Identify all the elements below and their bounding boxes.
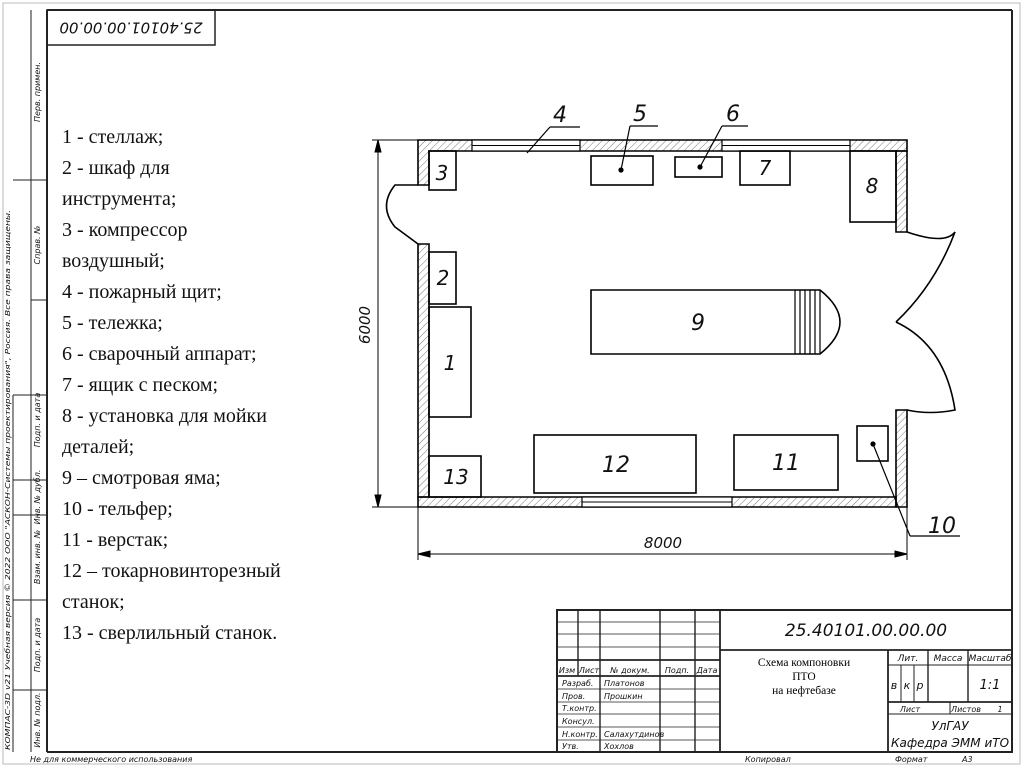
copyright-text: КОМПАС-3D v21 Учебная версия © 2022 ООО "АСКОН-Системы проектирования", Россия. Все права защищены. xyxy=(4,335,12,750)
tb-lit-r: р xyxy=(916,679,924,692)
tb-role-konsul: Консул. xyxy=(562,717,595,726)
door-left xyxy=(387,185,419,244)
tb-org-line1: УлГАУ xyxy=(931,719,969,733)
label-item-13: 13 xyxy=(443,465,469,489)
tb-header-podp: Подп. xyxy=(664,666,690,675)
item-9-pit-steps xyxy=(795,290,820,354)
legend-line: 7 - ящик с песком; xyxy=(62,374,219,396)
tb-lit-k: к xyxy=(903,679,911,692)
copied-label: Копировал xyxy=(745,755,791,764)
tb-header-list: Лист xyxy=(578,666,600,675)
label-item-5: 5 xyxy=(633,102,647,127)
dimension-width-value: 8000 xyxy=(643,534,683,552)
label-item-3: 3 xyxy=(435,161,449,185)
title-description-line: на нефтебазе xyxy=(772,685,836,697)
label-item-6: 6 xyxy=(726,102,740,127)
tb-header-izm: Изм xyxy=(558,666,576,675)
tb-role-razrab: Разраб. xyxy=(562,679,594,688)
legend-line: инструмента; xyxy=(62,188,177,210)
legend-line: 5 - тележка; xyxy=(62,312,163,334)
title-description-line: Схема компоновки xyxy=(757,657,851,669)
side-label-vzam: Взам. инв. № xyxy=(33,529,42,585)
legend-line: 10 - тельфер; xyxy=(62,498,173,520)
label-item-10: 10 xyxy=(928,514,956,539)
tb-lit-label: Лит. xyxy=(897,654,919,664)
legend-line: 2 - шкаф для xyxy=(62,157,170,179)
leader-lines xyxy=(527,126,960,536)
tb-sheet-label: Лист xyxy=(899,705,921,714)
tb-name-razrab: Платонов xyxy=(604,679,645,688)
gate-right-upper xyxy=(896,232,955,322)
dimension-height xyxy=(372,140,418,507)
tb-mass-label: Масса xyxy=(933,654,963,664)
label-item-2: 2 xyxy=(436,266,450,290)
format-label: Формат xyxy=(895,755,928,764)
plan-walls xyxy=(418,140,907,507)
tb-scale-value: 1:1 xyxy=(979,678,1001,693)
format-value: А3 xyxy=(962,755,973,764)
tb-scale-label: Масштаб xyxy=(968,654,1012,664)
legend-line: 4 - пожарный щит; xyxy=(62,281,222,303)
legend-line: 6 - сварочный аппарат; xyxy=(62,343,257,365)
label-item-9: 9 xyxy=(691,311,705,336)
side-label-inv-dubl: Инв. № дубл. xyxy=(33,469,42,525)
tb-role-prov: Пров. xyxy=(562,692,586,701)
label-item-4: 4 xyxy=(553,103,567,128)
legend-line: 13 - сверлильный станок. xyxy=(62,622,278,644)
label-item-12: 12 xyxy=(602,453,630,478)
legend-line: станок; xyxy=(62,591,125,613)
label-item-11: 11 xyxy=(772,451,800,476)
legend-line: 12 – токарновинторезный xyxy=(62,560,281,582)
tb-name-nkontr: Салахутдинов xyxy=(604,730,665,739)
side-label-inv-podl: Инв. № подл. xyxy=(33,692,42,748)
side-label-perv-primen: Перв. примен. xyxy=(33,61,42,123)
tb-org-line2: Кафедра ЭММ иТО xyxy=(890,736,1010,750)
title-code: 25.40101.00.00.00 xyxy=(784,621,948,641)
dimension-height-value: 6000 xyxy=(356,305,374,345)
equipment-legend xyxy=(62,122,362,649)
title-description-line: ПТО xyxy=(792,671,816,683)
gate-right-lower xyxy=(896,322,955,413)
legend-line: 9 – смотровая яма; xyxy=(62,467,221,489)
bottom-left-note: Не для коммерческого использования xyxy=(30,755,193,764)
doc-code-rotated: 25.40101.00.00.00 xyxy=(59,18,203,37)
plan-labels xyxy=(356,102,956,552)
label-item-7: 7 xyxy=(758,156,772,180)
side-label-podp-2: Подп. и дата xyxy=(33,617,42,673)
item-9-pit xyxy=(591,290,840,354)
tb-sheets-label: Листов xyxy=(951,705,981,714)
tb-role-utv: Утв. xyxy=(562,742,579,751)
tb-sheets-value: 1 xyxy=(997,705,1003,714)
tb-header-data: Дата xyxy=(696,666,718,675)
title-description xyxy=(720,656,888,698)
tb-role-nkontr: Н.контр. xyxy=(562,730,598,739)
legend-line: деталей; xyxy=(62,436,135,458)
side-label-podp-1: Подп. и дата xyxy=(33,392,42,448)
legend-line: воздушный; xyxy=(62,250,165,272)
legend-line: 8 - установка для мойки xyxy=(62,405,267,427)
tb-lit-v: в xyxy=(890,679,898,692)
label-item-8: 8 xyxy=(865,174,879,198)
tb-header-dokum: № докум. xyxy=(610,666,650,675)
legend-line: 3 - компрессор xyxy=(62,219,188,241)
label-item-1: 1 xyxy=(443,351,457,375)
legend-line: 1 - стеллаж; xyxy=(62,126,164,148)
tb-role-tkontr: Т.контр. xyxy=(562,704,597,713)
tb-name-utv: Хохлов xyxy=(604,742,634,751)
legend-line: 11 - верстак; xyxy=(62,529,169,551)
side-label-sprav: Справ. № xyxy=(33,225,42,265)
tb-name-prov: Прошкин xyxy=(604,692,643,701)
